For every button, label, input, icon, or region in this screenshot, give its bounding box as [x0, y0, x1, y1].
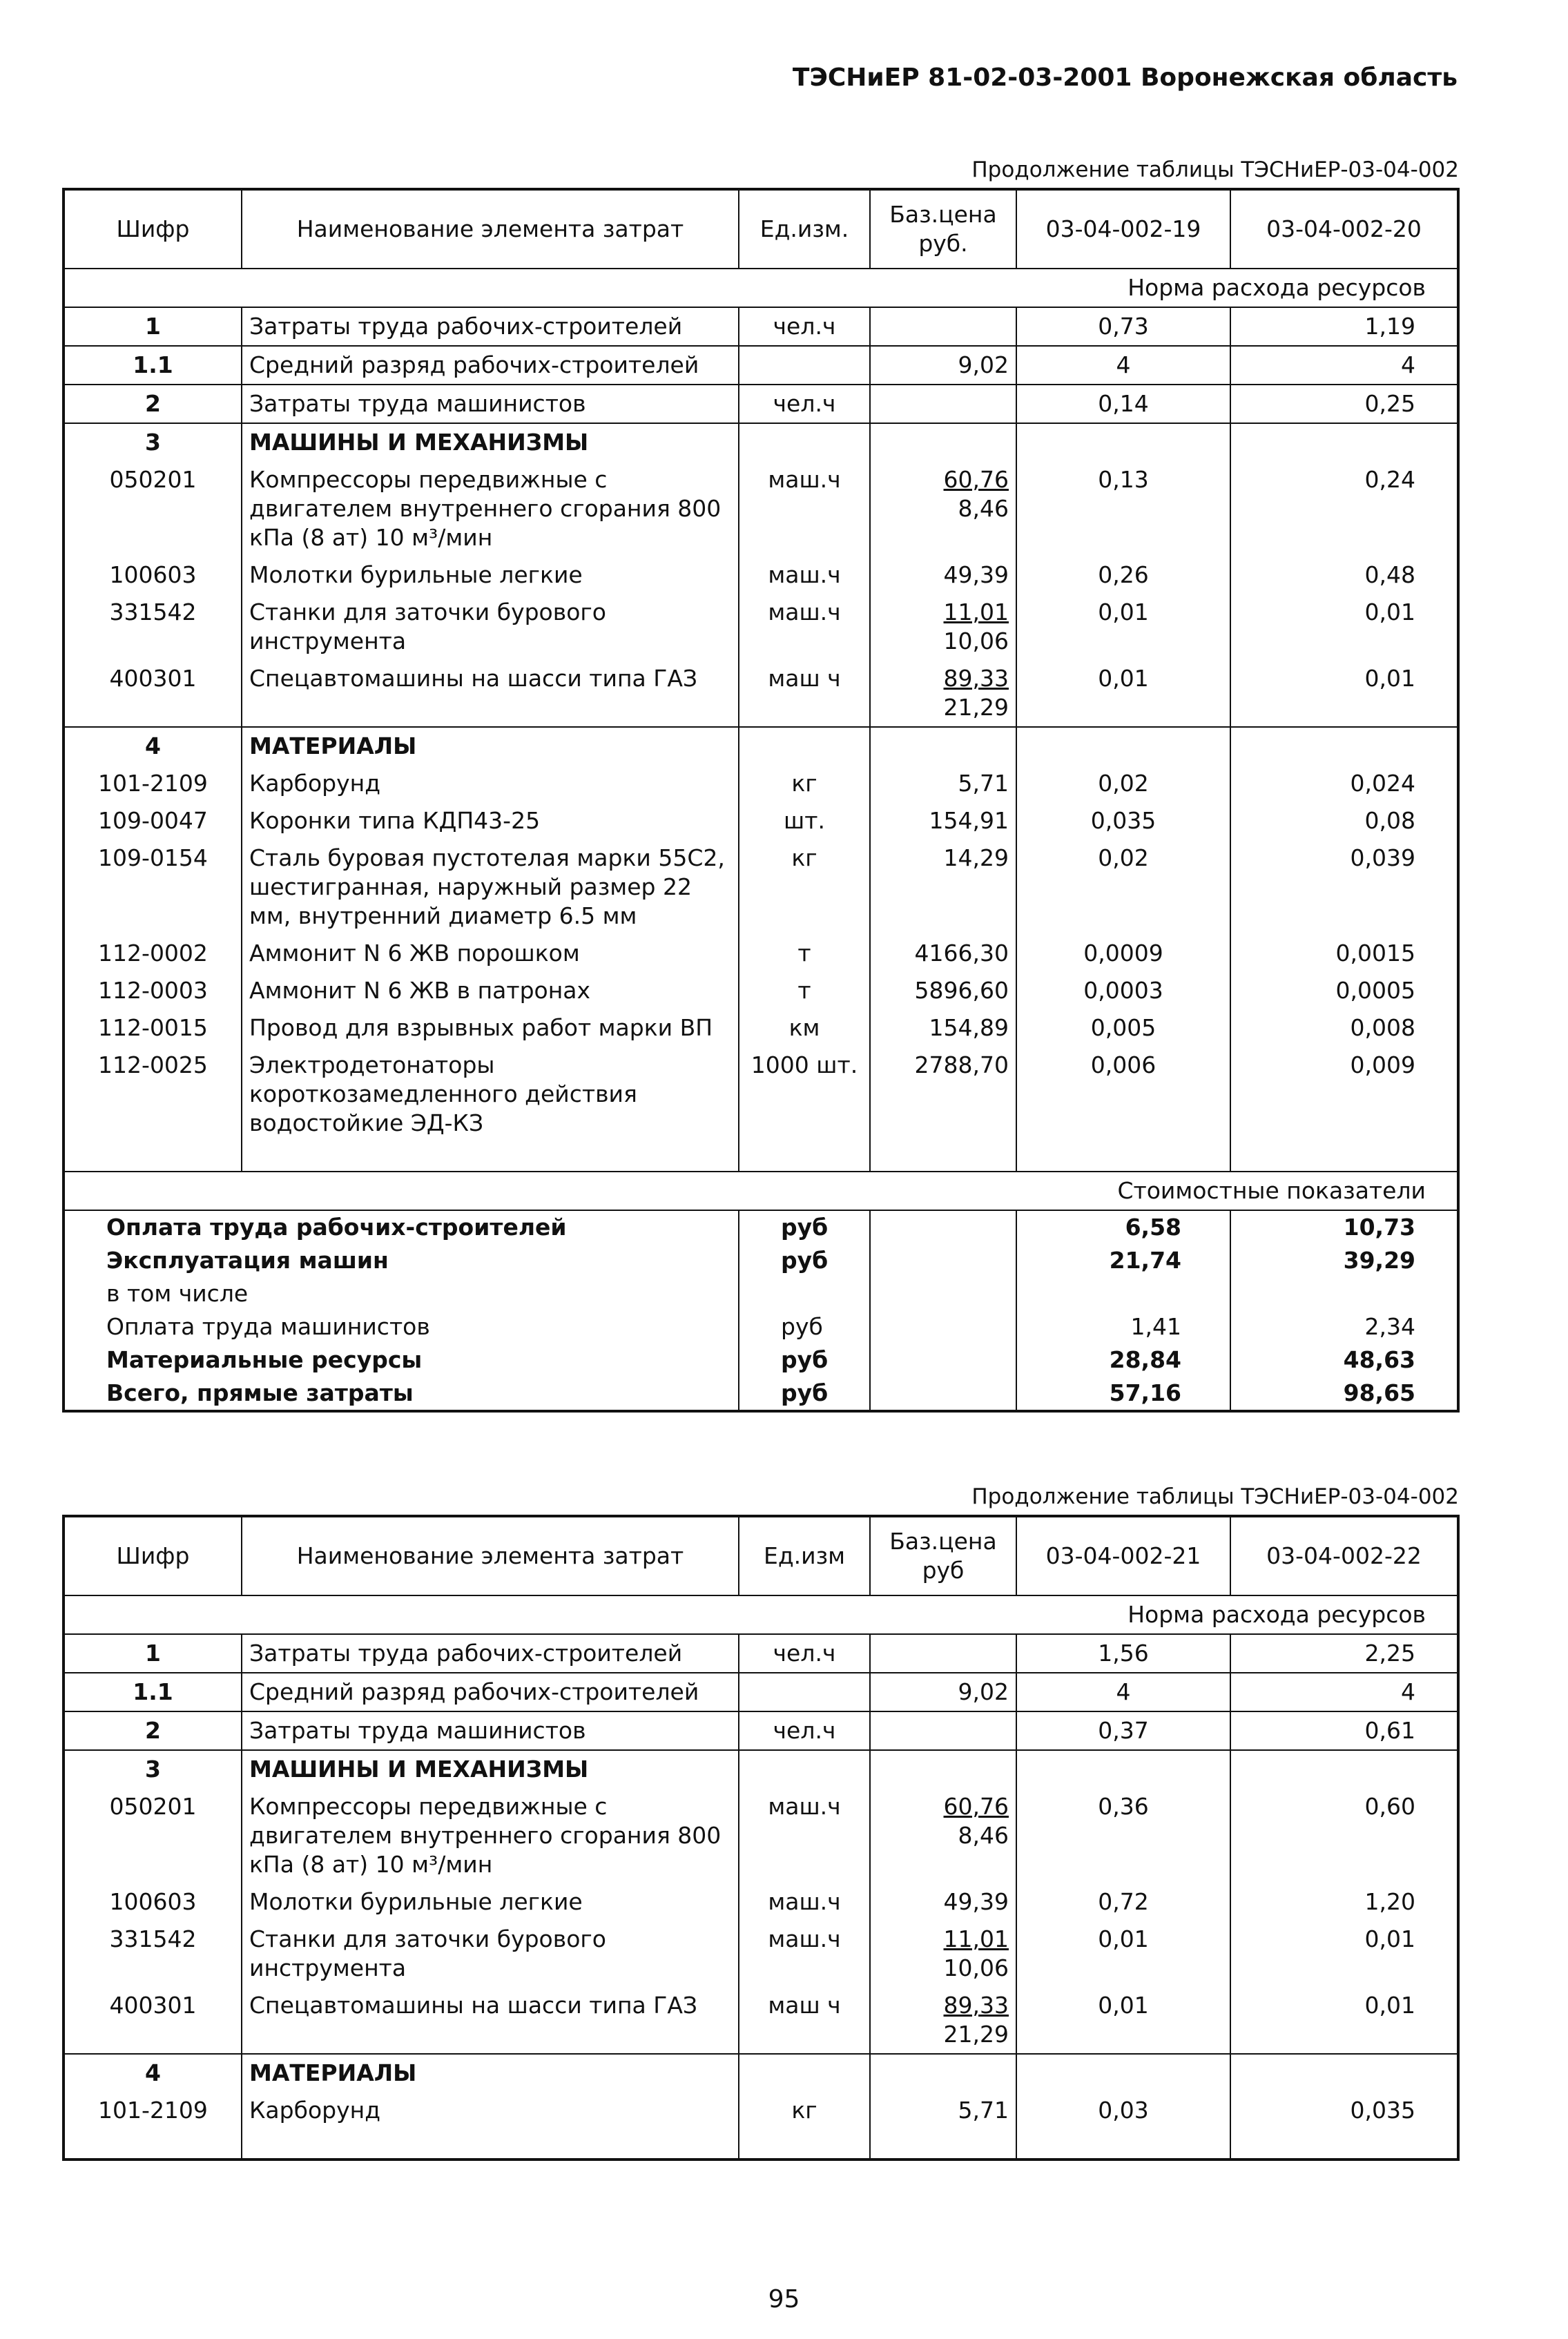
row-value-2: 0,024	[1350, 770, 1415, 797]
table-row	[64, 1634, 1458, 1673]
table-row	[64, 1883, 1458, 1921]
row-code: 112-0002	[64, 935, 242, 972]
row-price	[870, 727, 1016, 765]
summary-name: Всего, прямые затраты	[64, 1377, 739, 1411]
page-number: 95	[768, 2285, 800, 2313]
row-code: 101-2109	[64, 2092, 242, 2129]
price-secondary: 8,46	[958, 495, 1009, 522]
price-secondary: 21,29	[943, 694, 1009, 721]
row-code: 331542	[64, 1921, 242, 1987]
summary-row	[64, 1210, 1458, 1244]
row-unit: чел.ч	[739, 307, 870, 346]
summary-price	[870, 1310, 1016, 1343]
row-price: 49,39	[870, 556, 1016, 594]
price-main: 11,01	[943, 1925, 1009, 1952]
row-value-1	[1016, 423, 1230, 461]
row-price: 2788,70	[870, 1047, 1016, 1142]
row-value-2	[1230, 727, 1458, 765]
row-name: МАТЕРИАЛЫ	[242, 2054, 739, 2092]
row-value-1: 0,37	[1016, 1711, 1230, 1750]
header-unit: Ед.изм	[739, 1516, 870, 1595]
row-value-2: 0,25	[1364, 390, 1415, 417]
row-name: Затраты труда рабочих-строителей	[242, 1634, 739, 1673]
row-value-2: 0,0005	[1335, 977, 1415, 1004]
row-name: Коронки типа КДП43-25	[242, 802, 739, 839]
row-value-1: 0,006	[1016, 1047, 1230, 1142]
summary-unit	[739, 1277, 870, 1310]
row-name: Карборунд	[242, 2092, 739, 2129]
row-code: 112-0003	[64, 972, 242, 1009]
row-value-2: 0,039	[1350, 844, 1415, 871]
row-code: 3	[64, 423, 242, 461]
row-value-1: 0,72	[1016, 1883, 1230, 1921]
row-unit: чел.ч	[739, 1711, 870, 1750]
row-name: Затраты труда рабочих-строителей	[242, 307, 739, 346]
row-value-2: 0,009	[1350, 1051, 1415, 1078]
table-row	[64, 727, 1458, 765]
row-value-2	[1230, 2054, 1458, 2092]
summary-price	[870, 1277, 1016, 1310]
price-main: 60,76	[943, 466, 1009, 493]
table-row	[64, 2092, 1458, 2129]
norms-table-1	[62, 188, 1460, 1413]
summary-value-2: 48,63	[1343, 1346, 1415, 1373]
continuation-caption-1: Продолжение таблицы ТЭСНиЕР-03-04-002	[971, 157, 1459, 182]
row-name: Средний разряд рабочих-строителей	[242, 346, 739, 385]
table-row	[64, 307, 1458, 346]
row-unit: маш.ч	[739, 1788, 870, 1883]
summary-value-2: 98,65	[1343, 1379, 1415, 1406]
summary-value-2: 10,73	[1343, 1214, 1415, 1241]
table-row	[64, 346, 1458, 385]
price-secondary: 10,06	[943, 628, 1009, 654]
summary-unit: руб	[739, 1210, 870, 1244]
document-title: ТЭСНиЕР 81-02-03-2001 Воронежская область	[792, 64, 1458, 92]
row-price	[870, 461, 1016, 556]
row-price	[870, 1711, 1016, 1750]
summary-price	[870, 1210, 1016, 1244]
row-value-1: 0,01	[1016, 1921, 1230, 1987]
summary-value-1: 6,58	[1016, 1210, 1230, 1244]
row-value-2: 0,01	[1364, 665, 1415, 692]
row-code: 050201	[64, 1788, 242, 1883]
summary-unit: руб	[739, 1310, 870, 1343]
summary-price	[870, 1244, 1016, 1277]
row-value-2	[1230, 423, 1458, 461]
row-name: Провод для взрывных работ марки ВП	[242, 1009, 739, 1047]
row-unit	[739, 346, 870, 385]
row-value-1: 1,56	[1016, 1634, 1230, 1673]
row-price	[870, 1987, 1016, 2054]
row-value-1: 0,02	[1016, 839, 1230, 935]
row-value-1: 0,01	[1016, 594, 1230, 660]
row-price: 5896,60	[870, 972, 1016, 1009]
cost-label: Стоимостные показатели	[64, 1172, 1458, 1210]
row-unit: шт.	[739, 802, 870, 839]
row-price	[870, 1634, 1016, 1673]
row-name: МАШИНЫ И МЕХАНИЗМЫ	[242, 423, 739, 461]
summary-row	[64, 1343, 1458, 1377]
row-code: 331542	[64, 594, 242, 660]
row-value-1: 0,26	[1016, 556, 1230, 594]
row-value-1	[1016, 2054, 1230, 2092]
row-value-2	[1230, 1750, 1458, 1788]
row-code: 112-0015	[64, 1009, 242, 1047]
table-row	[64, 1009, 1458, 1047]
row-price: 4166,30	[870, 935, 1016, 972]
row-unit: маш.ч	[739, 556, 870, 594]
row-price: 154,91	[870, 802, 1016, 839]
row-value-2: 1,19	[1364, 313, 1415, 340]
row-value-1: 0,005	[1016, 1009, 1230, 1047]
row-code: 4	[64, 2054, 242, 2092]
row-code: 2	[64, 385, 242, 423]
row-price: 14,29	[870, 839, 1016, 935]
row-price: 9,02	[870, 1673, 1016, 1711]
summary-name: Оплата труда рабочих-строителей	[64, 1210, 739, 1244]
row-code: 100603	[64, 1883, 242, 1921]
row-code: 109-0154	[64, 839, 242, 935]
table-row	[64, 1750, 1458, 1788]
summary-row	[64, 1277, 1458, 1310]
row-unit	[739, 1750, 870, 1788]
header-name: Наименование элемента затрат	[242, 189, 739, 269]
row-value-1: 0,13	[1016, 461, 1230, 556]
row-value-2: 0,01	[1364, 1925, 1415, 1952]
row-value-2: 2,25	[1364, 1640, 1415, 1667]
table-row	[64, 1047, 1458, 1142]
summary-value-1: 57,16	[1016, 1377, 1230, 1411]
row-unit	[739, 423, 870, 461]
row-unit: чел.ч	[739, 385, 870, 423]
price-main: 11,01	[943, 599, 1009, 625]
summary-name: Материальные ресурсы	[64, 1343, 739, 1377]
row-value-2: 0,48	[1364, 561, 1415, 588]
summary-name: Эксплуатация машин	[64, 1244, 739, 1277]
continuation-caption-2: Продолжение таблицы ТЭСНиЕР-03-04-002	[971, 1484, 1459, 1509]
summary-unit: руб	[739, 1343, 870, 1377]
summary-row	[64, 1310, 1458, 1343]
row-value-1: 0,02	[1016, 765, 1230, 802]
row-value-2: 0,60	[1364, 1793, 1415, 1820]
header-col-2: 03-04-002-22	[1230, 1516, 1458, 1595]
row-value-1: 0,01	[1016, 660, 1230, 727]
row-price	[870, 385, 1016, 423]
row-code: 1	[64, 307, 242, 346]
header-price: Баз.цена руб	[870, 1516, 1016, 1595]
row-unit: маш.ч	[739, 594, 870, 660]
header-code: Шифр	[64, 1516, 242, 1595]
row-name: Электродетонаторы короткозамедленного действия водостойкие ЭД-КЗ	[242, 1047, 739, 1142]
row-value-1: 0,0003	[1016, 972, 1230, 1009]
row-unit: маш.ч	[739, 1921, 870, 1987]
row-unit: маш.ч	[739, 461, 870, 556]
row-unit: кг	[739, 839, 870, 935]
row-name: Средний разряд рабочих-строителей	[242, 1673, 739, 1711]
table-row	[64, 972, 1458, 1009]
row-name: Станки для заточки бурового инструмента	[242, 1921, 739, 1987]
row-code: 101-2109	[64, 765, 242, 802]
row-value-1: 0,36	[1016, 1788, 1230, 1883]
row-price	[870, 2054, 1016, 2092]
row-name: Молотки бурильные легкие	[242, 1883, 739, 1921]
table-row	[64, 385, 1458, 423]
summary-unit: руб	[739, 1377, 870, 1411]
row-name: Компрессоры передвижные с двигателем внутреннего сгорания 800 кПа (8 ат) 10 м³/мин	[242, 461, 739, 556]
summary-name: Оплата труда машинистов	[64, 1310, 739, 1343]
summary-value-2	[1230, 1277, 1458, 1310]
row-code: 1	[64, 1634, 242, 1673]
row-price	[870, 1921, 1016, 1987]
header-unit: Ед.изм.	[739, 189, 870, 269]
header-col-2: 03-04-002-20	[1230, 189, 1458, 269]
row-price: 154,89	[870, 1009, 1016, 1047]
table-row	[64, 1987, 1458, 2054]
row-name: Молотки бурильные легкие	[242, 556, 739, 594]
price-main: 60,76	[943, 1793, 1009, 1820]
row-unit: т	[739, 935, 870, 972]
row-unit: кг	[739, 765, 870, 802]
header-col-1: 03-04-002-21	[1016, 1516, 1230, 1595]
row-code: 112-0025	[64, 1047, 242, 1142]
row-name: Аммонит N 6 ЖВ порошком	[242, 935, 739, 972]
table-row	[64, 660, 1458, 727]
row-value-1: 4	[1016, 1673, 1230, 1711]
row-value-2: 1,20	[1364, 1888, 1415, 1915]
row-value-2: 0,01	[1364, 599, 1415, 625]
price-secondary: 21,29	[943, 2021, 1009, 2048]
row-price: 49,39	[870, 1883, 1016, 1921]
price-main: 89,33	[943, 1992, 1009, 2019]
row-value-1: 0,035	[1016, 802, 1230, 839]
norm-label: Норма расхода ресурсов	[64, 1595, 1458, 1634]
row-value-2: 0,0015	[1335, 940, 1415, 967]
table-row	[64, 556, 1458, 594]
table-row	[64, 802, 1458, 839]
row-name: МАТЕРИАЛЫ	[242, 727, 739, 765]
row-code: 1.1	[64, 346, 242, 385]
row-value-2: 0,61	[1364, 1717, 1415, 1744]
row-unit: маш ч	[739, 660, 870, 727]
row-code: 400301	[64, 1987, 242, 2054]
price-secondary: 10,06	[943, 1954, 1009, 1981]
summary-name: в том числе	[64, 1277, 739, 1310]
table-row	[64, 2054, 1458, 2092]
summary-unit: руб	[739, 1244, 870, 1277]
row-code: 2	[64, 1711, 242, 1750]
row-value-1	[1016, 727, 1230, 765]
row-unit: маш ч	[739, 1987, 870, 2054]
table-row	[64, 935, 1458, 972]
row-value-1: 0,14	[1016, 385, 1230, 423]
summary-price	[870, 1343, 1016, 1377]
table-row	[64, 594, 1458, 660]
row-value-2: 0,008	[1350, 1014, 1415, 1041]
row-name: Компрессоры передвижные с двигателем внутреннего сгорания 800 кПа (8 ат) 10 м³/мин	[242, 1788, 739, 1883]
norms-table-2	[62, 1515, 1460, 2161]
row-value-1: 4	[1016, 346, 1230, 385]
row-code: 050201	[64, 461, 242, 556]
row-name: Сталь буровая пустотелая марки 55С2, шестигранная, наружный размер 22 мм, внутренний диаметр 6.5 мм	[242, 839, 739, 935]
row-code: 1.1	[64, 1673, 242, 1711]
row-value-2: 4	[1401, 351, 1415, 378]
row-value-1: 0,0009	[1016, 935, 1230, 972]
summary-value-1: 1,41	[1016, 1310, 1230, 1343]
row-price	[870, 1788, 1016, 1883]
row-name: МАШИНЫ И МЕХАНИЗМЫ	[242, 1750, 739, 1788]
header-col-1: 03-04-002-19	[1016, 189, 1230, 269]
row-value-1: 0,01	[1016, 1987, 1230, 2054]
row-price	[870, 1750, 1016, 1788]
row-unit: чел.ч	[739, 1634, 870, 1673]
table-row	[64, 765, 1458, 802]
header-code: Шифр	[64, 189, 242, 269]
summary-row	[64, 1377, 1458, 1411]
row-unit	[739, 727, 870, 765]
row-unit	[739, 2054, 870, 2092]
row-unit: маш.ч	[739, 1883, 870, 1921]
table-row	[64, 1788, 1458, 1883]
price-secondary: 8,46	[958, 1822, 1009, 1849]
summary-row	[64, 1244, 1458, 1277]
row-name: Спецавтомашины на шасси типа ГАЗ	[242, 1987, 739, 2054]
row-price: 5,71	[870, 2092, 1016, 2129]
header-name: Наименование элемента затрат	[242, 1516, 739, 1595]
row-price	[870, 423, 1016, 461]
row-name: Затраты труда машинистов	[242, 385, 739, 423]
row-unit: км	[739, 1009, 870, 1047]
table-row	[64, 1711, 1458, 1750]
table-row	[64, 423, 1458, 461]
summary-value-1: 28,84	[1016, 1343, 1230, 1377]
summary-value-1	[1016, 1277, 1230, 1310]
row-value-2: 4	[1401, 1678, 1415, 1705]
row-name: Спецавтомашины на шасси типа ГАЗ	[242, 660, 739, 727]
row-price	[870, 660, 1016, 727]
row-value-2: 0,035	[1350, 2097, 1415, 2124]
row-name: Аммонит N 6 ЖВ в патронах	[242, 972, 739, 1009]
row-price	[870, 307, 1016, 346]
row-price: 5,71	[870, 765, 1016, 802]
row-value-1: 0,03	[1016, 2092, 1230, 2129]
norm-label: Норма расхода ресурсов	[64, 269, 1458, 307]
row-value-2: 0,01	[1364, 1992, 1415, 2019]
price-main: 89,33	[943, 665, 1009, 692]
row-name: Затраты труда машинистов	[242, 1711, 739, 1750]
row-value-2: 0,08	[1364, 807, 1415, 834]
row-code: 400301	[64, 660, 242, 727]
table-row	[64, 839, 1458, 935]
summary-value-2: 39,29	[1343, 1247, 1415, 1274]
summary-value-2: 2,34	[1364, 1313, 1415, 1340]
row-code: 3	[64, 1750, 242, 1788]
row-name: Станки для заточки бурового инструмента	[242, 594, 739, 660]
table-row	[64, 1921, 1458, 1987]
row-name: Карборунд	[242, 765, 739, 802]
row-unit: 1000 шт.	[739, 1047, 870, 1142]
row-unit	[739, 1673, 870, 1711]
header-price: Баз.цена руб.	[870, 189, 1016, 269]
row-unit: т	[739, 972, 870, 1009]
summary-price	[870, 1377, 1016, 1411]
row-value-2: 0,24	[1364, 466, 1415, 493]
table-row	[64, 1673, 1458, 1711]
row-value-1	[1016, 1750, 1230, 1788]
row-price	[870, 594, 1016, 660]
row-code: 100603	[64, 556, 242, 594]
row-unit: кг	[739, 2092, 870, 2129]
summary-value-1: 21,74	[1016, 1244, 1230, 1277]
row-value-1: 0,73	[1016, 307, 1230, 346]
row-code: 4	[64, 727, 242, 765]
row-code: 109-0047	[64, 802, 242, 839]
table-row	[64, 461, 1458, 556]
row-price: 9,02	[870, 346, 1016, 385]
